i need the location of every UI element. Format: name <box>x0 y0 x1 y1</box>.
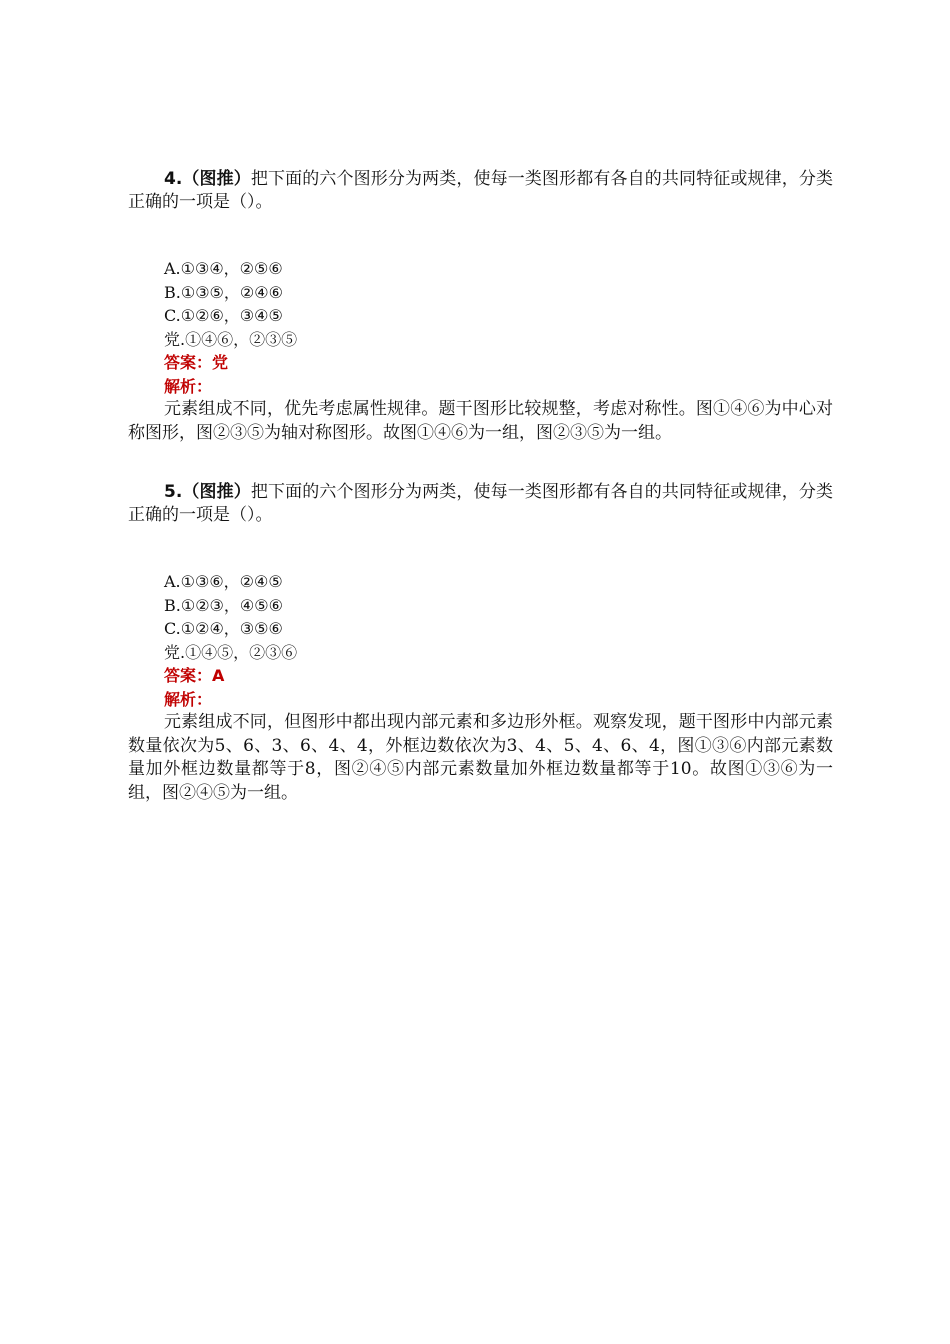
question-tag: （图推） <box>182 482 251 502</box>
answer-line <box>164 664 833 688</box>
option-d: 党.①④⑥，②③⑤ <box>164 329 298 349</box>
answer-value: A <box>212 666 225 685</box>
answer-value: 党 <box>212 353 229 372</box>
question-text: 把下面的六个图形分为两类，使每一类图形都有各自的共同特征或规律，分类正确的一项是（）。 <box>128 169 834 212</box>
option-a: A.①③④，②⑤⑥ <box>164 259 283 278</box>
analysis-text: 元素组成不同，优先考虑属性规律。题干图形比较规整，考虑对称性。图①④⑥为中心对称图形，图②③⑤为轴对称图形。故图①④⑥为一组，图②③⑤为一组。 <box>128 399 833 443</box>
answer-label: 答案： <box>164 353 213 372</box>
analysis-label: 解析： <box>164 689 213 709</box>
question-text: 把下面的六个图形分为两类，使每一类图形都有各自的共同特征或规律，分类正确的一项是（）。 <box>128 482 834 525</box>
option-b: B.①②③，④⑤⑥ <box>164 595 283 615</box>
option-list <box>164 570 833 664</box>
option-c: C.①②④，③⑤⑥ <box>164 619 283 638</box>
question-number: 4. <box>164 169 183 189</box>
option-list <box>164 257 833 351</box>
option-c: C.①②⑥，③④⑤ <box>164 306 283 325</box>
question-4 <box>128 168 833 445</box>
analysis-text: 元素组成不同，但图形中都出现内部元素和多边形外框。观察发现，题干图形中内部元素数量依次为5、6、3、6、4、4，外框边数依次为3、4、5、4、6、4，图①③⑥内部元素数量加外框边数量都等于8，图②④⑤内部元素数量加外框边数量都等于10。故图①③⑥为一组，图②④⑤为一组。 <box>128 712 833 803</box>
answer-label: 答案： <box>164 666 213 685</box>
question-tag: （图推） <box>182 169 251 189</box>
option-a: A.①③⑥，②④⑤ <box>164 572 283 591</box>
question-stem <box>128 481 833 527</box>
question-stem <box>128 168 833 214</box>
option-b: B.①③⑤，②④⑥ <box>164 282 283 302</box>
question-5 <box>128 481 833 805</box>
option-d: 党.①④⑤，②③⑥ <box>164 642 298 662</box>
answer-line <box>164 351 833 375</box>
question-number: 5. <box>164 482 183 502</box>
analysis-label: 解析： <box>164 376 213 396</box>
